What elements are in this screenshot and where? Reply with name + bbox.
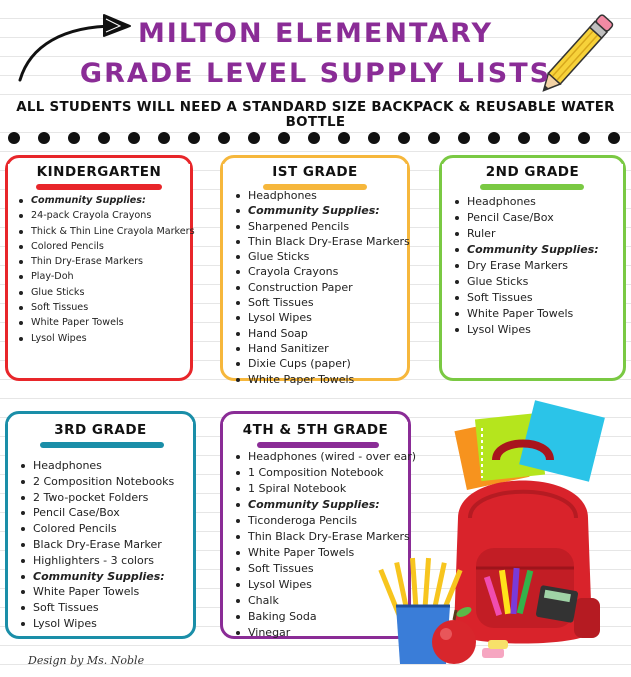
list-item: Community Supplies: xyxy=(235,203,410,218)
list-item: Pencil Case/Box xyxy=(20,505,174,521)
kindergarten-title: KINDERGARTEN xyxy=(8,164,190,180)
list-item: Hand Soap xyxy=(235,326,410,341)
list-item: Hand Sanitizer xyxy=(235,341,410,356)
list-item: Community Supplies: xyxy=(454,242,599,258)
list-item: White Paper Towels xyxy=(20,584,174,600)
second-grade-underline xyxy=(480,184,584,190)
list-item: 24-pack Crayola Crayons xyxy=(18,208,195,223)
list-item: Thick & Thin Line Crayola Markers xyxy=(18,224,195,239)
list-item: Lysol Wipes xyxy=(235,310,410,325)
first-grade-card xyxy=(220,155,410,386)
backpack-illustration xyxy=(378,398,628,673)
list-item: Glue Sticks xyxy=(454,274,599,290)
list-item: Sharpened Pencils xyxy=(235,219,410,234)
list-item: Lysol Wipes xyxy=(454,322,599,338)
list-item: 1 Composition Notebook xyxy=(235,465,416,481)
list-item: White Paper Towels xyxy=(235,545,416,561)
list-item: Thin Black Dry-Erase Markers xyxy=(235,529,416,545)
list-item: Lysol Wipes xyxy=(235,577,416,593)
first-grade-title: IST GRADE xyxy=(223,164,407,180)
list-item: Chalk xyxy=(235,593,416,609)
list-item: Highlighters - 3 colors xyxy=(20,553,174,569)
third-grade-card xyxy=(5,411,196,639)
list-item: Soft Tissues xyxy=(20,600,174,616)
list-item: Ruler xyxy=(454,226,599,242)
list-item: Headphones xyxy=(20,458,174,474)
list-item: Headphones (wired - over ear) xyxy=(235,449,416,465)
first-grade-list xyxy=(235,188,410,387)
list-item: White Paper Towels xyxy=(235,372,410,387)
third-grade-list xyxy=(20,458,174,632)
list-item: Glue Sticks xyxy=(18,285,195,300)
designer-signature: Design by Ms. Noble xyxy=(28,654,145,667)
list-item: Soft Tissues xyxy=(235,561,416,577)
third-grade-title: 3RD GRADE xyxy=(8,422,193,438)
kindergarten-underline xyxy=(36,184,162,190)
list-item: Vinegar xyxy=(235,625,416,641)
fourth-fifth-grade-title: 4TH & 5TH GRADE xyxy=(223,422,408,438)
list-item: Baking Soda xyxy=(235,609,416,625)
list-item: White Paper Towels xyxy=(454,306,599,322)
list-item: Headphones xyxy=(235,188,410,203)
second-grade-card xyxy=(439,155,626,381)
list-item: Thin Black Dry-Erase Markers xyxy=(235,234,410,249)
list-item: Community Supplies: xyxy=(235,497,416,513)
calculator-icon xyxy=(536,585,579,623)
list-item: Thin Dry-Erase Markers xyxy=(18,254,195,269)
list-item: Lysol Wipes xyxy=(18,331,195,346)
list-item: Black Dry-Erase Marker xyxy=(20,537,174,553)
list-item: 1 Spiral Notebook xyxy=(235,481,416,497)
list-item: Community Supplies: xyxy=(20,569,174,585)
list-item: Lysol Wipes xyxy=(20,616,174,632)
list-item: Pencil Case/Box xyxy=(454,210,599,226)
list-item: Soft Tissues xyxy=(454,290,599,306)
list-item: Colored Pencils xyxy=(20,521,174,537)
list-item: Soft Tissues xyxy=(235,295,410,310)
kindergarten-card xyxy=(5,155,193,381)
list-item: Colored Pencils xyxy=(18,239,195,254)
list-item: 2 Two-pocket Folders xyxy=(20,490,174,506)
list-item: Soft Tissues xyxy=(18,300,195,315)
subtitle: ALL STUDENTS WILL NEED A STANDARD SIZE BACKPACK & REUSABLE WATER BOTTLE xyxy=(0,98,631,132)
third-grade-underline xyxy=(40,442,164,448)
list-item: Ticonderoga Pencils xyxy=(235,513,416,529)
second-grade-title: 2ND GRADE xyxy=(442,164,623,180)
list-item: Play-Doh xyxy=(18,269,195,284)
second-grade-list xyxy=(454,194,599,338)
list-item: Dixie Cups (paper) xyxy=(235,356,410,371)
list-item: White Paper Towels xyxy=(18,315,195,330)
eraser-icon xyxy=(482,640,508,658)
divider-dots xyxy=(0,128,631,148)
page-title-line-2: GRADE LEVEL SUPPLY LISTS xyxy=(79,58,552,89)
list-item: 2 Composition Notebooks xyxy=(20,474,174,490)
list-item: Dry Erase Markers xyxy=(454,258,599,274)
kindergarten-list xyxy=(18,193,195,346)
list-item: Glue Sticks xyxy=(235,249,410,264)
fourth-fifth-grade-underline xyxy=(257,442,379,448)
list-item: Headphones xyxy=(454,194,599,210)
list-item: Crayola Crayons xyxy=(235,264,410,279)
list-item: Construction Paper xyxy=(235,280,410,295)
list-item: Community Supplies: xyxy=(18,193,195,208)
page-title-line-1: MILTON ELEMENTARY xyxy=(137,18,494,49)
